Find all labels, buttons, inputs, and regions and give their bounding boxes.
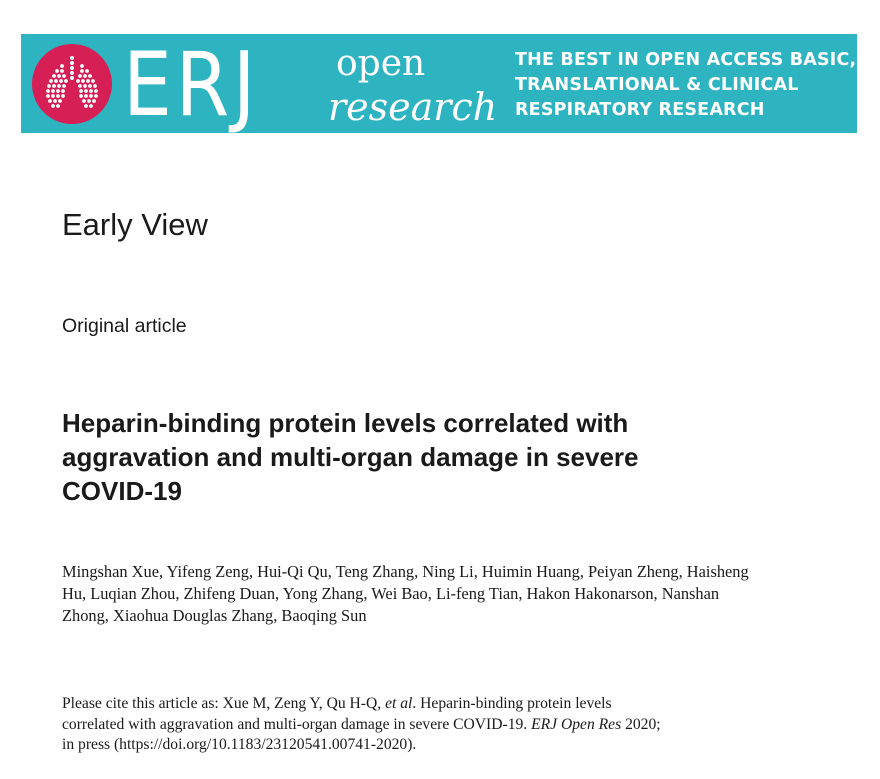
brand-letters: ERJ (123, 34, 260, 133)
citation-text: correlated with aggravation and multi-organ damage in severe COVID-19. (62, 715, 532, 733)
early-view-heading: Early View (62, 207, 208, 242)
journal-banner (21, 34, 857, 133)
citation-text: Please cite this article as: Xue M, Zeng Y, Qu H-Q, (62, 695, 386, 712)
title-line: aggravation and multi-organ damage in severe (62, 442, 639, 472)
citation-etal: et al (385, 695, 413, 712)
brand-open: open (336, 43, 426, 84)
tagline-line: THE BEST IN OPEN ACCESS BASIC, (515, 50, 857, 70)
article-title (62, 406, 762, 508)
article-type-label: Original article (62, 315, 187, 337)
author-line: Hu, Luqian Zhou, Zhifeng Duan, Yong Zhang, Wei Bao, Li-feng Tian, Hakon Hakonarson, Nanshan (62, 584, 720, 603)
citation-line (62, 715, 802, 736)
brand-research: research (328, 85, 498, 129)
author-line: Zhong, Xiaohua Douglas Zhang, Baoqing Sun (62, 606, 367, 625)
author-list (62, 561, 824, 627)
title-line: Heparin-binding protein levels correlated with (62, 408, 629, 438)
title-line: COVID-19 (62, 476, 182, 506)
lungs-dot-graphic (32, 44, 112, 124)
author-line: Mingshan Xue, Yifeng Zeng, Hui-Qi Qu, Teng Zhang, Ning Li, Huimin Huang, Peiyan Zheng, Haisheng (62, 562, 749, 581)
citation-line (62, 694, 802, 715)
citation-block (62, 694, 802, 756)
banner-tagline (515, 48, 855, 123)
tagline-line: TRANSLATIONAL & CLINICAL (515, 75, 799, 95)
tagline-line: RESPIRATORY RESEARCH (515, 100, 765, 120)
citation-text: 2020; (621, 715, 661, 733)
citation-doi-line: in press (https://doi.org/10.1183/23120541.00741-2020). (62, 736, 417, 753)
lungs-icon (32, 44, 112, 124)
citation-journal: ERJ Open Res (531, 715, 622, 733)
citation-text: . Heparin-binding protein levels (412, 695, 612, 712)
